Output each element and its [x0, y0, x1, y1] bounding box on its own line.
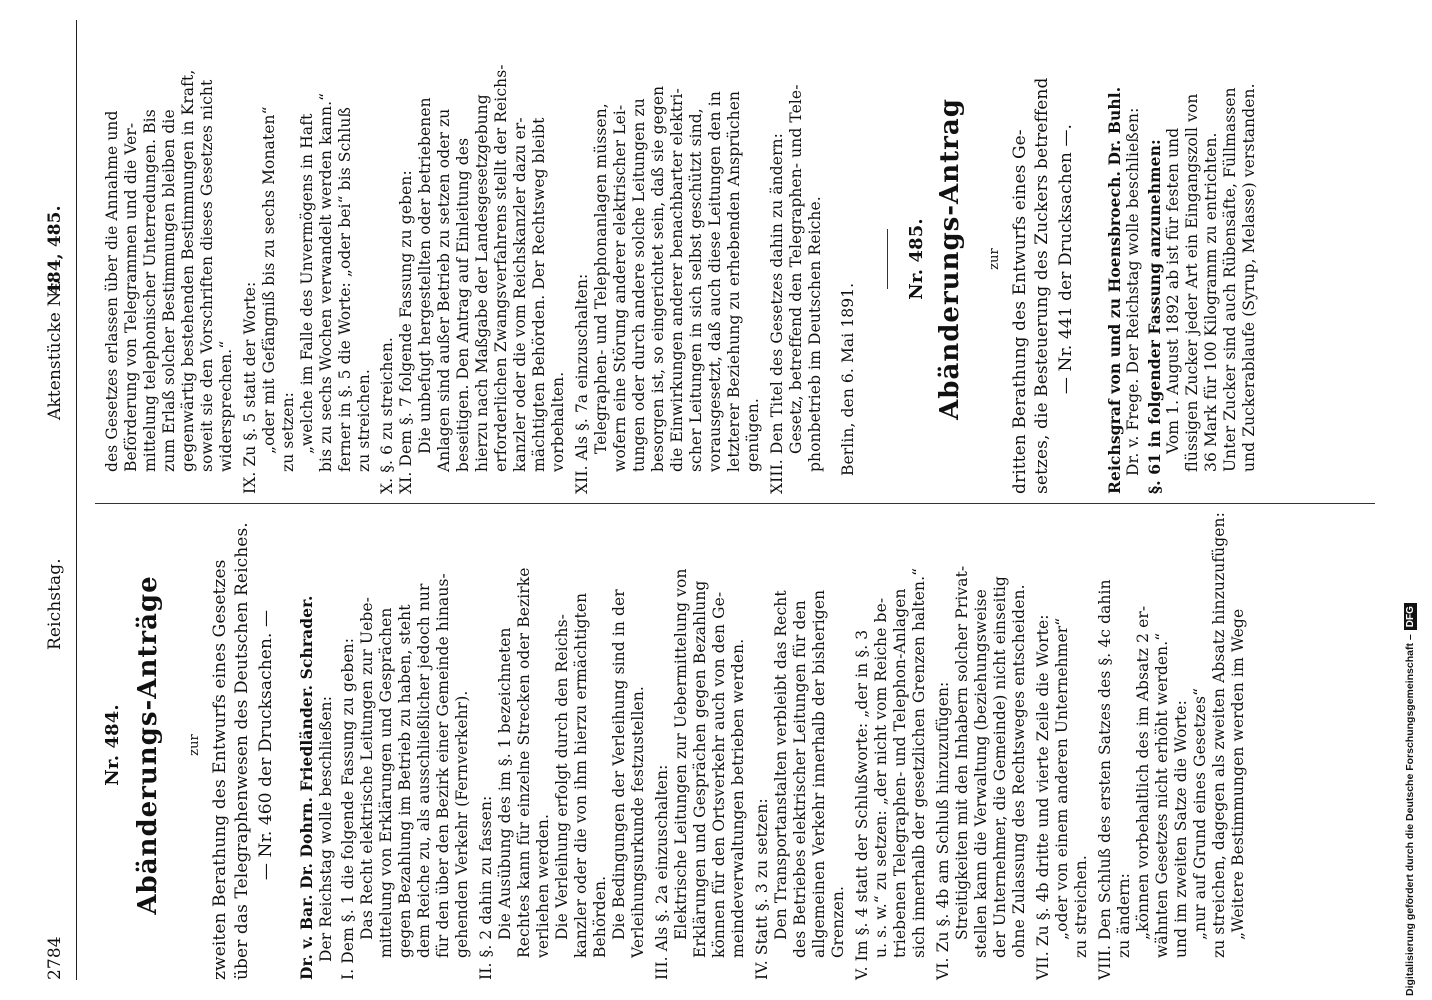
text-line: des Betriebes elektrischer Leitungen für den	[791, 600, 809, 958]
text-line: soweit sie den Vorschriften dieses Gesetzes nicht	[198, 79, 216, 472]
text-line: III. Als §. 2a einzuschalten:	[653, 764, 671, 980]
text-line: ferner in §. 5 die Worte: „oder bei“ bis Schluß	[336, 107, 354, 472]
text-line: u. s. w.“ zu setzen: „der nicht vom Reiche be-	[872, 597, 890, 958]
text-line: IV. Statt §. 3 zu setzen:	[753, 798, 771, 980]
text-line: verliehen werden.	[534, 813, 552, 958]
text-line: Die Verleihung erfolgt durch den Reichs-	[553, 614, 571, 940]
text-line: „nur auf Grund eines Gesetzes“	[1191, 687, 1209, 940]
text-line: wofern eine Störung anderer elektrischer Lei-	[611, 104, 629, 472]
text-line: zu setzen:	[279, 392, 297, 472]
text-line: „oder mit Gefängniß bis zu sechs Monaten“	[260, 106, 278, 454]
text-line: sich innerhalb der gesetzlichen Grenzen halten.“	[910, 567, 928, 958]
text-line: widersprechen.“	[217, 340, 235, 472]
text-line: Das Recht elektrische Leitungen zur Uebe-	[358, 597, 376, 940]
text-line: können für den Ortsverkehr auch von den Ge-	[710, 591, 728, 958]
text-line: besorgen ist, so eingerichtet sein, daß sie gegen	[649, 85, 667, 472]
text-line: §. 61 in folgender Fassung anzunehmen:	[1145, 139, 1164, 494]
text-line: die Einwirkungen anderer benachbarter elektri-	[668, 88, 686, 472]
date-line: Berlin, den 6. Mai 1891.	[839, 282, 857, 476]
text-line: Gesetz, betreffend den Telegraphen- und Tele-	[787, 84, 805, 454]
text-line: für den über den Bezirk einer Gemeinde hinaus-	[434, 573, 452, 958]
doc-number-484: Nr. 484.	[102, 704, 123, 786]
text-line: Streitigkeiten mit den Inhabern solcher Privat-	[953, 565, 971, 940]
text-line: allgemeinen Verkehr innerhalb der bisherigen	[810, 589, 828, 958]
resolution: Der Reichstag wolle beschließen:	[317, 695, 335, 962]
text-line: Rechtes kann für einzelne Strecken oder Bezirke	[515, 567, 533, 958]
text-line: mächtigten Behörden. Der Rechtsweg bleibt	[530, 117, 548, 472]
text-line: IX. Zu §. 5 statt der Worte:	[241, 281, 259, 494]
publication-name: Reichstag.	[45, 558, 65, 650]
text-line: „oder von einem anderen Unternehmer“	[1053, 617, 1071, 940]
subtitle-line-1: dritten Berathung des Entwurfs eines Ge-	[1010, 129, 1030, 494]
text-line: tungen oder durch andere solche Leitungen zu	[630, 98, 648, 472]
zur-label: zur	[987, 248, 1002, 270]
digitization-credit	[1404, 603, 1416, 996]
text-line: „welche im Falle des Unvermögens in Haft	[298, 113, 316, 454]
text-line: Behörden.	[591, 875, 609, 958]
text-line: scher Leitungen in sich selbst geschützt sind,	[687, 108, 705, 472]
amendment-title: Abänderungs-Antrag	[935, 98, 965, 420]
text-line: XII. Als §. 7a einzuschalten:	[573, 273, 591, 494]
text-line: XIII. Den Titel des Gesetzes dahin zu ändern:	[768, 133, 786, 494]
text-line: Grenzen.	[829, 886, 847, 958]
text-line: XI. Dem §. 7 folgende Fassung zu geben:	[397, 170, 415, 494]
page-header	[38, 30, 78, 980]
text-line: flüssigen Zucker jeder Art ein Eingangszoll von	[1183, 93, 1201, 472]
text-line: genügen.	[744, 398, 762, 472]
text-line: ohne Zulassung des Rechtsweges entscheiden.	[1010, 584, 1028, 958]
zur-label: zur	[187, 734, 202, 756]
text-line: zu streichen.	[355, 369, 373, 472]
text-line: X. §. 6 zu streichen.	[378, 337, 396, 494]
text-line: der Unternehmer, die Gemeinde) nicht einseitig	[991, 576, 1009, 958]
text-line: kanzler oder die vom Reichskanzler dazu er-	[511, 117, 529, 472]
text-line: und Zuckerablaufe (Syrup, Melasse) verstanden.	[1240, 83, 1258, 472]
text-line: Verleihungsurkunde festzustellen.	[629, 686, 647, 958]
column-divider	[95, 503, 1375, 504]
text-line: beseitigen. Den Antrag auf Einleitung des	[454, 137, 472, 472]
text-line: vorausgesetzt, daß auch diese Leitungen den in	[706, 91, 724, 472]
text-line: zum Erlaß solcher Bestimmungen bleiben die	[160, 109, 178, 472]
text-line: meindeverwaltungen betrieben werden.	[729, 638, 747, 958]
doc-number-485: Nr. 485.	[906, 218, 927, 300]
text-line: dem Reiche zu, als ausschließlicher jedoch nur	[415, 583, 433, 958]
subtitle-line-2: setzes, die Besteuerung des Zuckers betreffend	[1032, 77, 1052, 494]
text-line: VI. Zu §. 4b am Schluß hinzuzufügen:	[934, 681, 952, 980]
text-line: gegen Bezahlung im Betrieb zu haben, steht	[396, 604, 414, 958]
text-line: letzterer Beziehung zu erhebenden Ansprüchen	[725, 90, 743, 472]
dfg-logo: DFG	[1404, 603, 1417, 630]
text-line: „Weitere Bestimmungen werden im Wege	[1229, 608, 1247, 940]
text-line: Die unbefugt hergestellten oder betriebenen	[416, 97, 434, 454]
text-line: „können vorbehaltlich des im Absatz 2 er-	[1134, 605, 1152, 940]
text-line: gegenwärtig bestehenden Bestimmungen in Kraft,	[179, 69, 197, 472]
text-line: Vom 1. August 1892 ab ist für festen und	[1164, 127, 1182, 454]
text-line: bis zu sechs Wochen verwandelt werden kann.“	[317, 92, 335, 472]
text-line: stellen kann die Verwaltung (beziehungsweise	[972, 589, 990, 958]
text-line: zu ändern:	[1115, 872, 1133, 958]
text-line: zu streichen.	[1072, 855, 1090, 958]
text-line: Anlagen sind außer Betrieb zu setzen oder zu	[435, 108, 453, 472]
text-line: hierzu nach Maßgabe der Landesgesetzgebung	[473, 94, 491, 472]
header-rule	[76, 20, 77, 980]
text-line: Unter Zucker sind auch Rübensäfte, Füllmassen	[1221, 87, 1239, 472]
subtitle-line-3: — Nr. 460 der Drucksachen. —	[256, 609, 276, 881]
text-line: Beförderung von Telegrammen und die Ver-	[122, 122, 140, 472]
text-line: wähnten Gesetzes nicht erhöht werden.“	[1153, 632, 1171, 958]
text-line: V. Im §. 4 statt der Schlußworte: „der in §. 3	[853, 629, 871, 980]
text-line: Die Ausübung des im §. 1 bezeichneten	[496, 627, 514, 940]
signers: Reichsgraf von und zu Hoensbroech. Dr. Buhl.	[1105, 86, 1124, 494]
text-line: Den Transportanstalten verbleibt das Recht	[772, 590, 790, 940]
document-numbers: 484, 485.	[45, 205, 65, 295]
text-line: VIII. Den Schluß des ersten Satzes des §. 4c dahin	[1096, 579, 1114, 980]
text-line: des Gesetzes erlassen über die Annahme und	[103, 110, 121, 472]
text-line: Dr. v. Frege. Der Reichstag wolle beschließen:	[1124, 107, 1142, 476]
text-line: und im zweiten Satze die Worte:	[1172, 700, 1190, 958]
text-line: VII. Zu §. 4b dritte und vierte Zeile die Worte:	[1034, 614, 1052, 980]
text-line: Erklärungen und Gesprächen gegen Bezahlung	[691, 580, 709, 958]
text-line: phonbetrieb im Deutschen Reiche.	[806, 196, 824, 472]
text-line: 36 Mark für 100 Kilogramm zu entrichten.	[1202, 132, 1220, 472]
signers: Dr. v. Bar. Dr. Dohrn. Friedländer. Schrader.	[297, 595, 316, 980]
text-line: mittelung telephonischer Unterredungen. Bis	[141, 109, 159, 472]
text-line: vorbehalten.	[549, 371, 567, 472]
text-line: Elektrische Leitungen zur Uebermittelung von	[672, 568, 690, 940]
text-line: Die Bedingungen der Verleihung sind in der	[610, 589, 628, 940]
subtitle-line-2: über das Telegraphenwesen des Deutschen Reiches.	[232, 522, 252, 980]
text-line: mittelung von Erklärungen und Gesprächen	[377, 607, 395, 958]
subtitle-line-3: — Nr. 441 der Drucksachen —.	[1056, 123, 1076, 395]
page-number: 2784	[45, 936, 65, 980]
text-line: Telegraphen- und Telephonanlagen müssen,	[592, 103, 610, 454]
credit-text: Digitalisierung gefördert durch die Deutsche Forschungsgemeinschaft –	[1404, 634, 1416, 996]
amendments-title: Abänderungs-Anträge	[133, 575, 163, 915]
separator-rule	[887, 229, 888, 289]
text-line: I. Dem §. 1 die folgende Fassung zu geben:	[339, 637, 357, 980]
text-line: kanzler oder die von ihm hierzu ermächtigten	[572, 592, 590, 958]
text-line: triebenen Telegraphen- und Telephon-Anlagen	[891, 588, 909, 958]
text-line: erforderlichen Zwangsverfahrens stellt der Reichs-	[492, 64, 510, 472]
text-line: zu streichen, dagegen als zweiten Absatz hinzuzufügen:	[1210, 512, 1228, 958]
text-line: II. §. 2 dahin zu fassen:	[477, 795, 495, 980]
section-label: Aktenstücke Nr.	[45, 279, 65, 420]
subtitle-line-1: zweiten Berathung des Entwurfs eines Gesetzes	[210, 559, 230, 980]
text-line: gehenden Verkehr (Fernverkehr).	[453, 690, 471, 958]
